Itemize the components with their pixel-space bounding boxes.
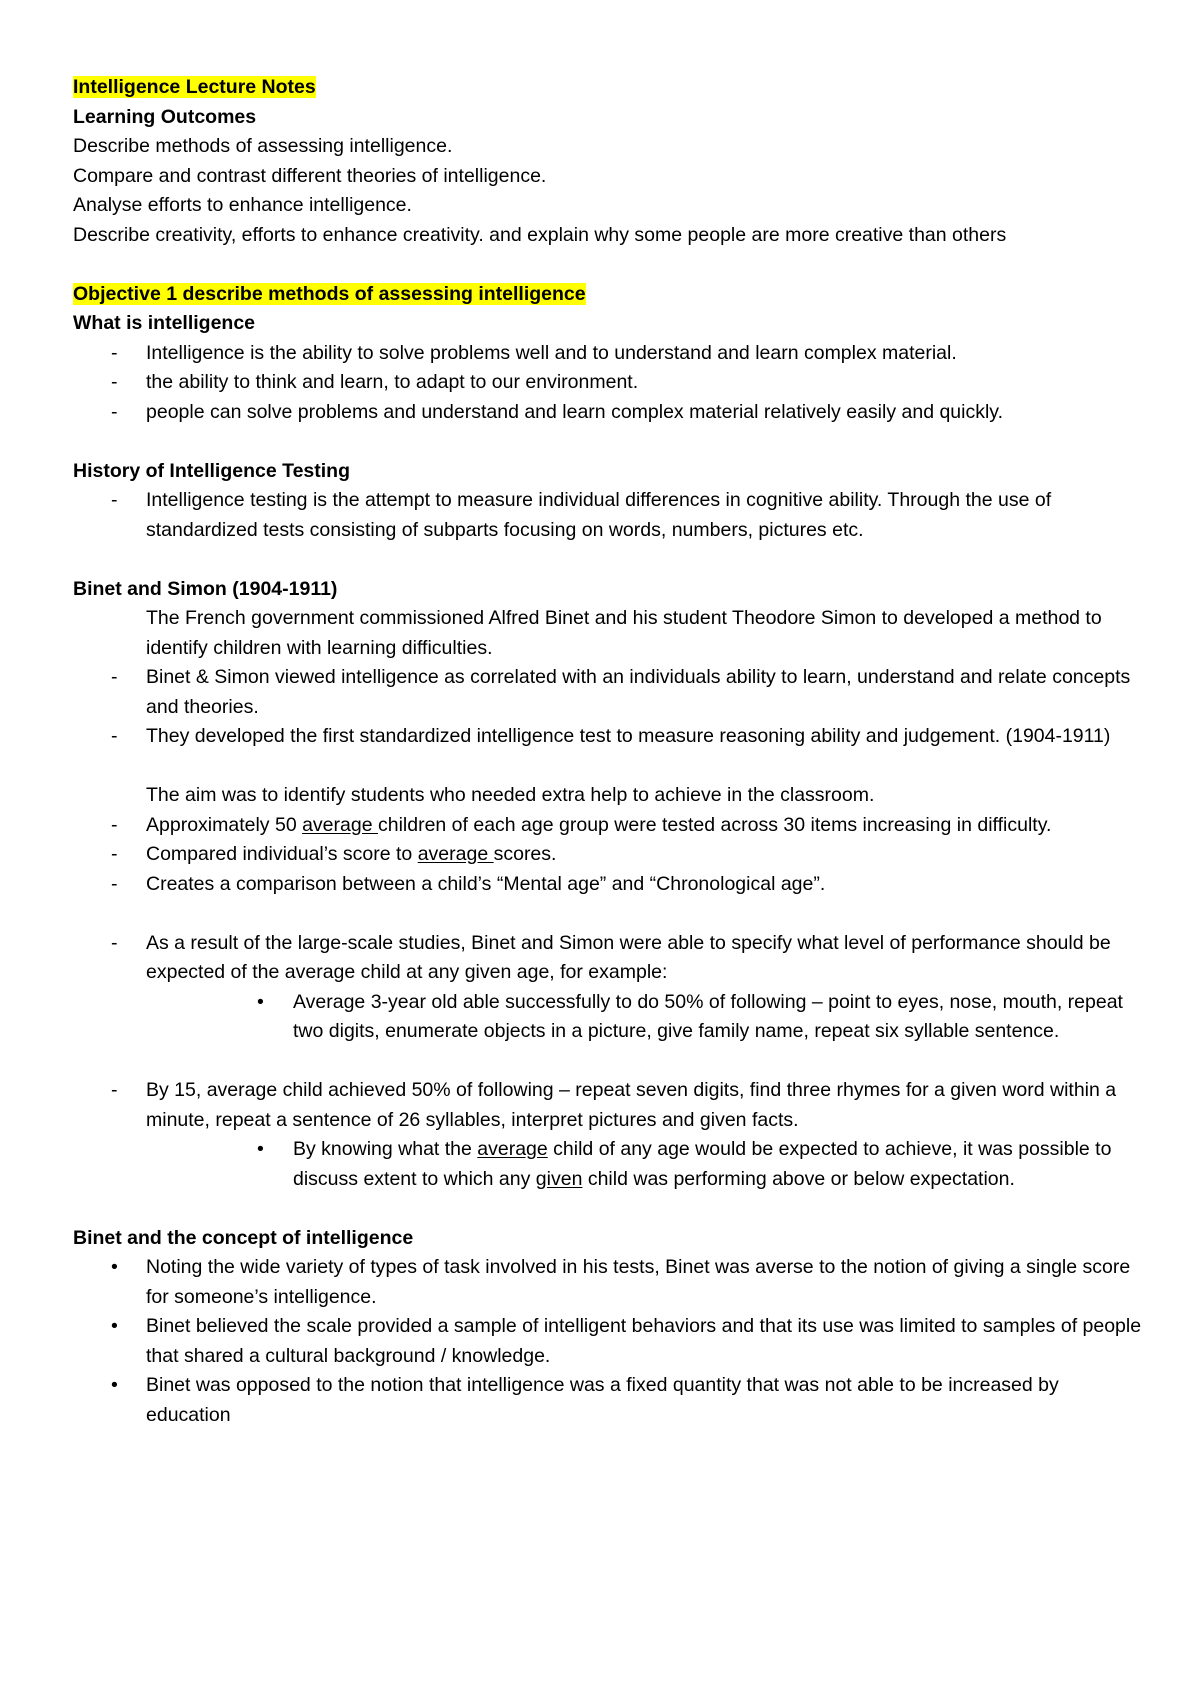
list-item: - Binet & Simon viewed intelligence as correlated with an individuals ability to learn, understand and relate concepts and theories. — [73, 663, 1148, 722]
concept-heading: Binet and the concept of intelligence — [73, 1226, 414, 1249]
spacer — [73, 899, 1148, 929]
objective-heading: Objective 1 describe methods of assessing intelligence — [73, 282, 586, 305]
spacer — [73, 250, 1148, 280]
list-item: - Approximately 50 average children of each age group were tested across 30 items increasing in difficulty. — [73, 811, 1148, 841]
list-item: - By 15, average child achieved 50% of following – repeat seven digits, find three rhymes for a given word within a minute, repeat a sentence of 26 syllables, interpret pictures and given facts. — [73, 1076, 1148, 1135]
learning-outcomes-heading: Learning Outcomes — [73, 105, 257, 128]
spacer — [73, 1194, 1148, 1224]
dash-marker: - — [111, 400, 118, 423]
list-item: • Noting the wide variety of types of task involved in his tests, Binet was averse to the notion of giving a single score for someone’s intelligence. — [73, 1253, 1148, 1312]
dash-marker: - — [111, 666, 118, 688]
list-item: - Compared individual’s score to average scores. — [73, 840, 1148, 870]
binet-simon-heading: Binet and Simon (1904-1911) — [73, 577, 338, 600]
dot-marker: • — [111, 1374, 118, 1396]
sub-list-item: • Average 3-year old able successfully to do 50% of following – point to eyes, nose, mouth, repeat two digits, enumerate objects in a picture, give family name, repeat six syllable sentence. — [73, 988, 1148, 1047]
dash-marker: - — [111, 1079, 118, 1101]
list-item: - Creates a comparison between a child’s “Mental age” and “Chronological age”. — [73, 870, 1148, 900]
outcome-item: Analyse efforts to enhance intelligence. — [73, 194, 412, 216]
dash-marker: - — [111, 931, 118, 954]
outcome-item: Describe creativity, efforts to enhance creativity. and explain why some people are more creative than others — [73, 223, 1007, 246]
list-item: • Binet believed the scale provided a sample of intelligent behaviors and that its use was limited to samples of people that shared a cultural background / knowledge. — [73, 1312, 1148, 1371]
paragraph: The French government commissioned Alfred Binet and his student Theodore Simon to developed a method to identify children with learning difficulties. — [146, 607, 1102, 659]
list-item: - the ability to think and learn, to adapt to our environment. — [73, 368, 1148, 398]
paragraph: The aim was to identify students who needed extra help to achieve in the classroom. — [146, 784, 875, 806]
outcome-item: Describe methods of assessing intelligence. — [73, 135, 453, 157]
list-item: - Intelligence testing is the attempt to measure individual differences in cognitive ability. Through the use of standardized tests consisting of subparts focusing on words, numbers, pictures etc. — [73, 486, 1148, 545]
list-item: - They developed the first standardized intelligence test to measure reasoning ability and judgement. (1904-1911) — [73, 722, 1148, 752]
list-item: • Binet was opposed to the notion that intelligence was a fixed quantity that was not able to be increased by education — [73, 1371, 1148, 1430]
spacer — [73, 752, 1148, 782]
dash-marker: - — [111, 489, 118, 511]
spacer — [73, 1047, 1148, 1077]
document-body — [73, 73, 1148, 1430]
history-heading: History of Intelligence Testing — [73, 459, 351, 482]
spacer — [73, 427, 1148, 457]
dot-marker: • — [111, 1315, 118, 1337]
dash-marker: - — [111, 843, 118, 865]
document-title: Intelligence Lecture Notes — [73, 76, 316, 98]
dash-marker: - — [111, 341, 118, 364]
dot-marker: • — [111, 1256, 118, 1278]
what-is-heading: What is intelligence — [73, 312, 256, 334]
dot-marker: • — [257, 990, 264, 1013]
spacer — [73, 545, 1148, 575]
list-item: - people can solve problems and understand and learn complex material relatively easily and quickly. — [73, 398, 1148, 428]
list-item: - Intelligence is the ability to solve problems well and to understand and learn complex material. — [73, 339, 1148, 369]
dash-marker: - — [111, 371, 118, 393]
list-item: - As a result of the large-scale studies, Binet and Simon were able to specify what level of performance should be expected of the average child at any given age, for example: — [73, 929, 1148, 988]
dash-marker: - — [111, 813, 118, 836]
dot-marker: • — [257, 1138, 264, 1160]
sub-list-item: • By knowing what the average child of any age would be expected to achieve, it was possible to discuss extent to which any given child was performing above or below expectation. — [73, 1135, 1148, 1194]
outcome-item: Compare and contrast different theories of intelligence. — [73, 164, 547, 187]
dash-marker: - — [111, 872, 118, 895]
dash-marker: - — [111, 725, 118, 747]
